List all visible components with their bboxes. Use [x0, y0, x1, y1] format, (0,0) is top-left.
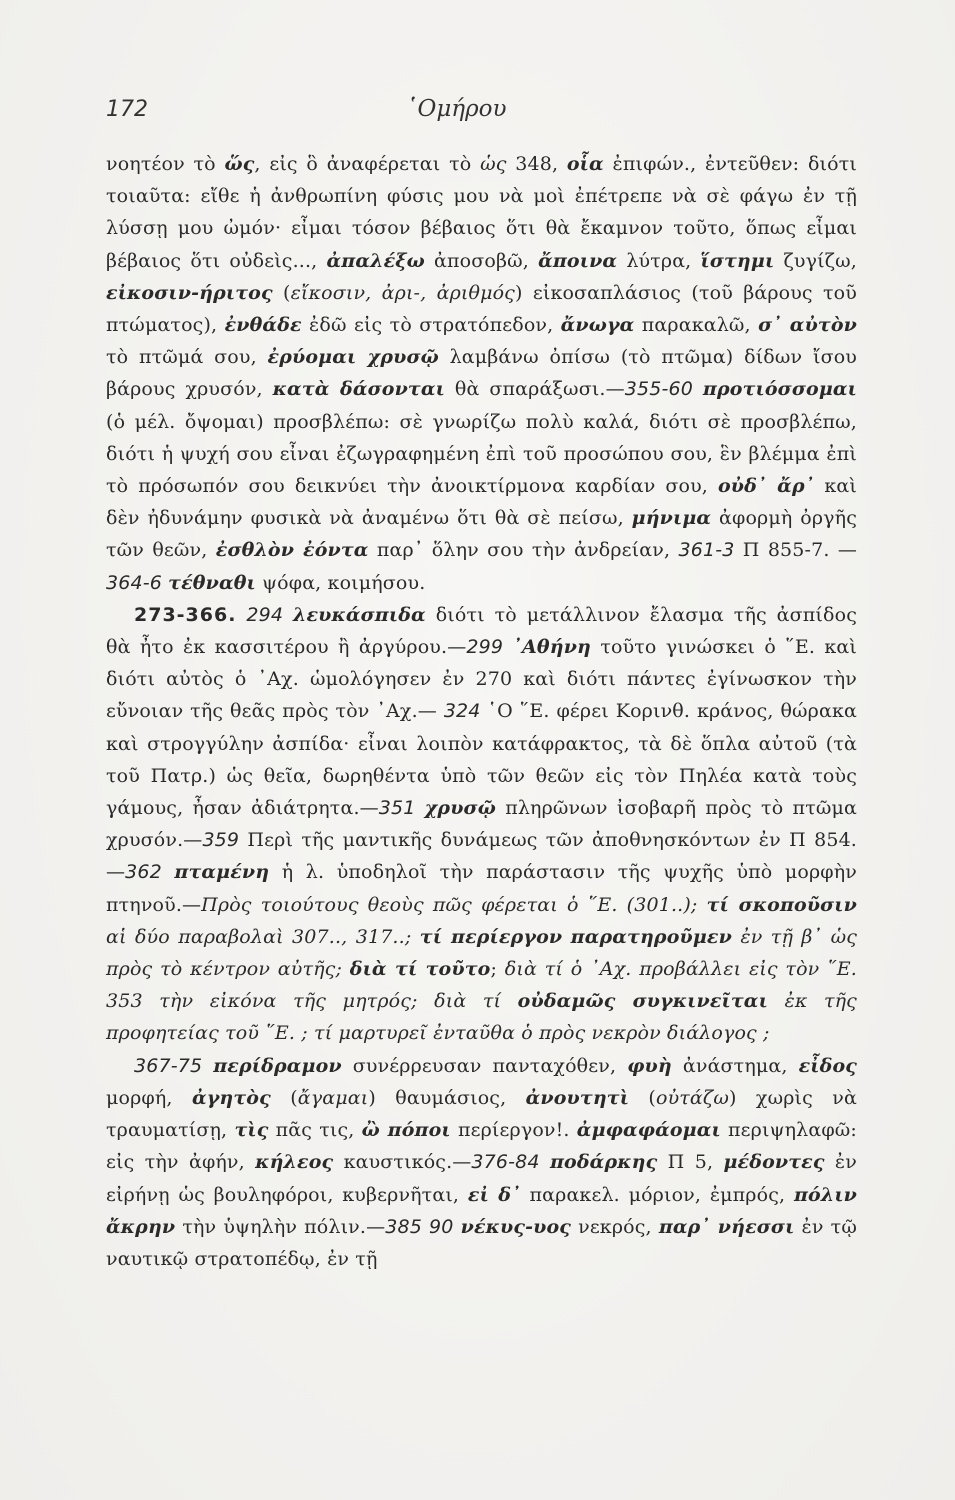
text-run: ; [490, 958, 505, 981]
lemma: μήνιμα [631, 507, 712, 530]
text-run: ῾Ο ῞Ε. φέρει Κορινθ. κράνος, θώρακα καὶ στρογγύλην ἀσπίδα· εἶναι λοιπὸν κατάφρακτος, τὰ δὲ ὅπλα αὐτοῦ (τὰ τοῦ Πατρ.) ὡς θεῖα, δωρηθέντα ὑπὸ τῶν θεῶν εἰς τὸν Πηλέα κατὰ τοὺς γάμους, ἦσαν ἀδιάτρητα.— [106, 700, 857, 820]
lemma: ἵστημι [700, 249, 775, 272]
line-reference: 376-84 [471, 1151, 540, 1174]
text-run: , εἰς ὃ ἀναφέρεται τὸ [254, 153, 481, 175]
text-run: ) θαυμάσιος, [368, 1086, 526, 1109]
lemma: νέκυς-υος [460, 1215, 572, 1238]
text-run: θὰ σπαράξωσι.— [444, 378, 625, 401]
text-run: ζυγίζω, [774, 249, 857, 272]
text-run: τὸ πτῶμά σου, [106, 346, 268, 369]
text-run [540, 1151, 550, 1173]
text-run: συνέρρευσαν πανταχόθεν, [341, 1054, 628, 1077]
line-reference: 385 90 [385, 1215, 454, 1238]
lemma: ἀπαλέξω [326, 249, 425, 272]
lemma: ἐσθλὸν ἐόντα [215, 539, 369, 562]
lemma: κατὰ δάσονται [272, 378, 445, 401]
text-run [501, 990, 518, 1012]
text-run: παρακαλῶ, [634, 314, 759, 337]
text-run: ) εἰκοσαπλάσιος (τοῦ βάρους τοῦ πτώματος), [106, 281, 857, 337]
lemma: ὢ πόποι [361, 1119, 451, 1142]
text-run [768, 990, 785, 1012]
text-run: ἐπιφών., ἐντεῦθεν: διότι τοιαῦτα: εἴθε ἡ ἀνθρωπίνη φύσις μου νὰ μοὶ ἐπέτρεπε νὰ σὲ φάγω ἐν τῇ λύσσῃ μου ὠμόν· εἶμαι τόσον βέβαιος ὅτι θὰ ἔκαμνον τοῦτο, ὅπως εἶμαι βέβαιος ὅτι οὐδεὶς..., [106, 153, 857, 272]
lemma: εἶδος [798, 1054, 857, 1077]
lemma: φυὴ [627, 1054, 672, 1077]
italic-text: οὐτάζω [655, 1086, 730, 1109]
lemma: εἰ δ᾽ [467, 1183, 521, 1206]
text-run [202, 1055, 213, 1077]
line-reference: 324 [443, 700, 481, 723]
text-run: ἐν τῷ ναυτικῷ στρατοπέδῳ, ἐν τῇ [106, 1215, 857, 1270]
lemma: οὐδαμῶς συγκινεῖται [517, 990, 768, 1013]
line-reference: 359 [202, 829, 240, 852]
text-run [693, 378, 703, 400]
lemma: ἄνωγα [560, 314, 635, 337]
text-run: ἀνάστημα, [671, 1054, 799, 1077]
italic-text: ἄγαμαι [297, 1086, 369, 1109]
lemma: τί σκοποῦσιν [706, 893, 857, 916]
lemma: ποδάρκης [549, 1151, 658, 1174]
text-run [416, 797, 425, 819]
lemma: πόλιν ἄκρην [106, 1183, 857, 1238]
lemma: περίδραμον [213, 1054, 342, 1077]
lemma: ἄποινα [538, 249, 618, 272]
text-run: περίεργον!. [450, 1119, 577, 1142]
text-run: ἀποσοβῶ, [424, 249, 539, 272]
commentary-body [106, 148, 857, 1275]
text-run: νεκρός, [571, 1215, 659, 1238]
text-run: καὶ δὲν ἠδυνάμην φυσικὰ νὰ ἀναμένω ὅτι θὰ σὲ πείσω, [106, 475, 857, 530]
paragraph-3 [106, 1050, 857, 1275]
lemma: ἐνθάδε [224, 314, 302, 337]
lemma: πταμένη [174, 861, 270, 884]
line-reference: 362 [125, 861, 162, 884]
text-run [562, 926, 570, 948]
text-run: διότι τὸ μετάλλινον ἔλασμα τῆς ἀσπίδος θὰ ἦτο ἐκ κασσιτέρου ἢ ἀργύρου.— [106, 603, 857, 659]
lemma: κήλεος [255, 1151, 334, 1174]
text-run: ἡ λ. ὑποδηλοῖ τὴν παράστασιν τῆς ψυχῆς ὑπὸ μορφὴν πτηνοῦ.— [106, 861, 857, 916]
text-run: νοητέον τὸ [106, 153, 225, 175]
text-run: τὴν ὑψηλὴν πόλιν.— [175, 1215, 386, 1238]
text-run: ἀφορμὴ ὀργῆς τῶν θεῶν, [106, 507, 858, 562]
section-heading: 273-366. [134, 603, 237, 626]
lemma: προτιόσσομαι [702, 378, 857, 401]
text-run: παρακελ. μόριον, ἐμπρός, [520, 1183, 794, 1206]
lemma: χρυσῷ [424, 797, 496, 820]
lemma: ἐρύομαι χρυσῷ [267, 346, 439, 369]
line-reference: 361-3 [678, 539, 735, 562]
lemma: λευκάσπιδα [292, 603, 426, 626]
text-run: Π 5, [657, 1151, 724, 1174]
text-run: 348, [506, 153, 567, 175]
line-reference: 294 [246, 603, 284, 626]
text-run: πληρῶνων ἰσοβαρῆ πρὸς τὸ πτῶμα χρυσόν.— [106, 797, 857, 852]
text-run: Περὶ τῆς μαντικῆς δυνάμεως τῶν ἀποθνησκόντων ἐν Π 854.— [106, 829, 857, 884]
text-run: περιψηλαφῶ: εἰς τὴν ἀφήν, [106, 1119, 857, 1174]
lemma: ἀμφαφάομαι [576, 1119, 721, 1142]
text-run [236, 604, 246, 626]
running-head: ῾Ομήρου [406, 96, 507, 122]
text-run [162, 861, 175, 883]
text-run: (ὁ μέλ. ὄψομαι) προσβλέπω: σὲ γνωρίζω πολὺ καλά, διότι σὲ προσβλέπω, διότι ἡ ψυχή σου εἶναι ἐζωγραφημένη ἐπὶ τοῦ προσώπου σου, ἓν βλέμμα ἐπὶ τὸ πρόσωπόν σου δεικνύει τὴν ἀνοικτίρμονα καρδίαν σου, [106, 410, 857, 498]
line-reference: 364-6 [106, 571, 162, 594]
lemma: τὶς [234, 1119, 269, 1142]
text-run: παρ᾽ ὅλην σου τὴν ἀνδρείαν, [368, 539, 679, 562]
text-run: ( [629, 1086, 656, 1109]
line-reference: 355-60 [624, 378, 693, 401]
lemma: οὐδ᾽ ἄρ᾽ [717, 475, 815, 498]
text-run: μορφή, [106, 1086, 192, 1109]
line-reference: 367-75 [134, 1054, 203, 1077]
page-number: 172 [106, 97, 148, 122]
italic-text: αἱ δύο παραβολαὶ 307.., 317..; [106, 925, 420, 948]
text-run: λύτρα, [617, 249, 701, 272]
paragraph-2 [106, 599, 857, 1050]
text-run: Π 855-7. — [734, 539, 858, 562]
lemma: ἀνουτητὶ [525, 1086, 630, 1109]
lemma: ὥς [224, 153, 255, 175]
lemma: τέθναθι [168, 571, 256, 594]
text-run: καυστικός.— [333, 1151, 472, 1174]
italic-text: ὡς [480, 153, 507, 175]
text-run: πᾶς τις, [268, 1119, 362, 1142]
lemma: ᾽Αθήνη [512, 636, 592, 659]
line-reference: 351 [378, 797, 416, 820]
italic-text: εἴκοσιν, ἀρι-, ἀριθμός [290, 281, 515, 304]
lemma: διὰ τί τοῦτο [349, 958, 491, 981]
text-run: ἐδῶ εἰς τὸ στρατόπεδον, [301, 314, 561, 337]
italic-text: ἐκ τῆς προφητείας τοῦ ῞Ε. ; τί μαρτυρεῖ ἐνταῦθα ὁ πρὸς νεκρὸν διάλογος ; [106, 990, 857, 1045]
text-run: ψόφα, κοιμήσου. [255, 571, 426, 594]
paragraph-1 [106, 148, 857, 599]
line-reference: 299 [466, 636, 504, 659]
text-run: ( [270, 1086, 298, 1109]
lemma: μέδοντες [723, 1151, 825, 1174]
text-run [503, 636, 512, 658]
page-header [106, 96, 857, 148]
lemma: οἷα [566, 153, 604, 175]
text-run [454, 1216, 461, 1238]
text-run: ἐν εἰρήνῃ ὡς βουληφόροι, κυβερνῆται, [106, 1151, 857, 1206]
italic-text: διὰ τί ὁ ᾽Αχ. προβάλλει εἰς τὸν ῞Ε. 353 τὴν εἰκόνα τῆς μητρός; διὰ τί [106, 958, 857, 1013]
text-run: ( [272, 281, 291, 304]
lemma: εἰκοσιν-ήριτος [106, 281, 273, 304]
lemma: τί περίεργον [419, 925, 563, 948]
lemma: παρ᾽ νήεσσι [658, 1215, 795, 1238]
lemma: σ᾽ αὐτὸν [758, 314, 857, 337]
italic-text: Πρὸς τοιούτους θεοὺς πῶς φέρεται ὁ ῞Ε. (301..); [201, 893, 707, 916]
text-run: ) χωρὶς νὰ τραυματίσῃ, [106, 1086, 857, 1142]
text-run: τοῦτο γινώσκει ὁ ῞Ε. καὶ διότι αὐτὸς ὁ ᾽Αχ. ὡμολόγησεν ἐν 270 καὶ διότι πάντες ἐγίνωσκον τὴν εὔνοιαν τῆς θεᾶς πρὸς τὸν ᾽Αχ.— [106, 636, 857, 723]
text-run: λαμβάνω ὀπίσω (τὸ πτῶμα) δίδων ἴσου βάρους χρυσόν, [106, 346, 857, 401]
italic-text: ἐν τῇ β᾽ ὡς πρὸς τὸ κέντρον αὐτῆς; [106, 925, 858, 981]
text-run [283, 604, 293, 626]
lemma: παρατηροῦμεν [570, 925, 732, 948]
lemma: ἀγητὸς [191, 1086, 271, 1109]
